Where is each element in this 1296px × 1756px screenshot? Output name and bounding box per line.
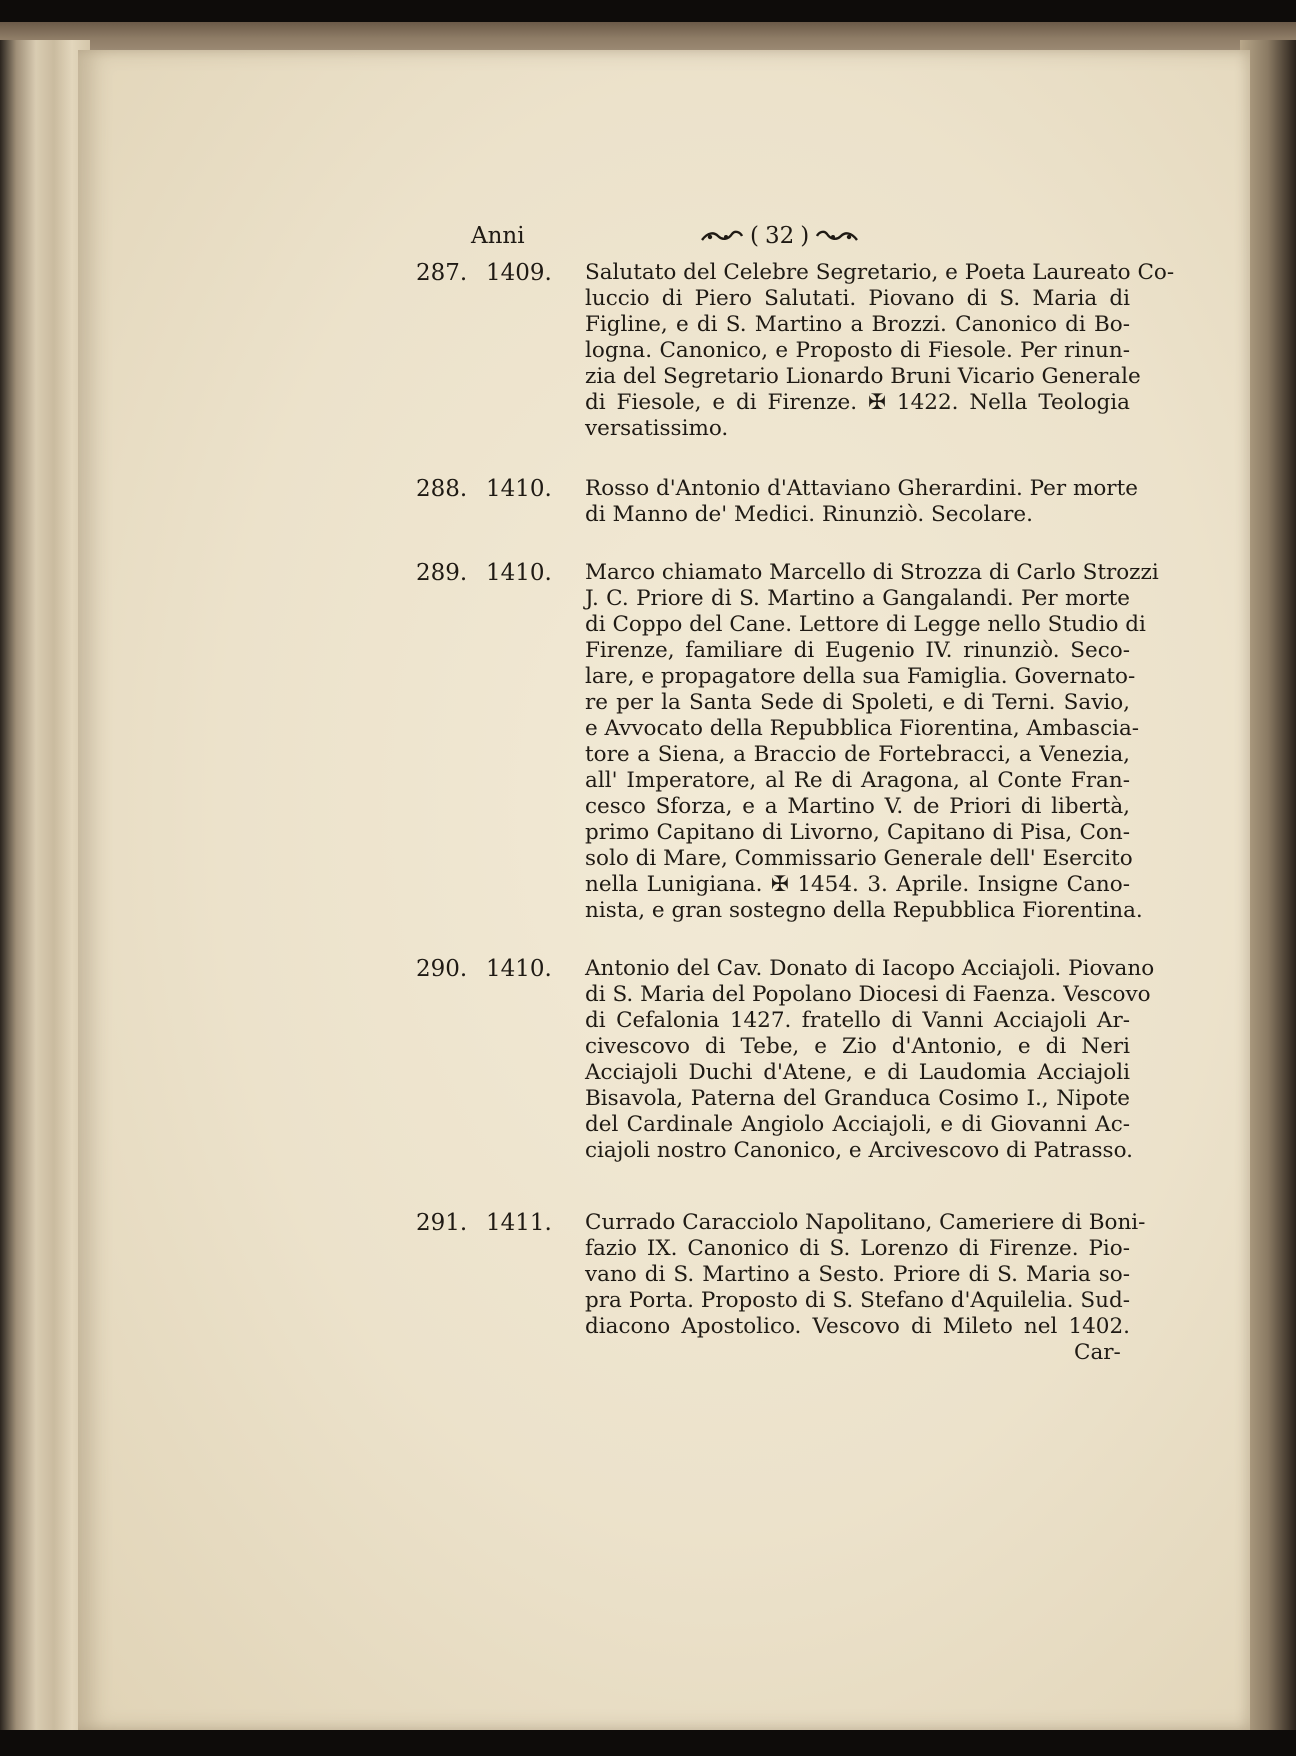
page-number-close: ): [800, 223, 810, 249]
entry-number: 290.: [416, 956, 468, 982]
left-page-edges: [0, 40, 90, 1730]
entry-line: primo Capitano di Livorno, Capitano di Pisa, Con-: [585, 820, 1130, 845]
entry-line: nista, e gran sostegno della Repubblica Fiorentina.: [585, 898, 1143, 923]
entry-year: 1409.: [486, 260, 552, 286]
entry-line: di Coppo del Cane. Lettore di Legge nello Studio di: [585, 612, 1146, 637]
entry-text: [585, 1210, 1146, 1340]
entry-line: lare, e propagatore della sua Famiglia. Governato-: [585, 664, 1136, 689]
entry-line: all' Imperatore, al Re di Aragona, al Conte Fran-: [585, 768, 1130, 793]
entry-line: Antonio del Cav. Donato di Iacopo Acciajoli. Piovano: [585, 956, 1155, 981]
entry-line: zia del Segretario Lionardo Bruni Vicario Generale: [585, 364, 1141, 389]
entry-line: tore a Siena, a Braccio de Fortebracci, a Venezia,: [585, 742, 1130, 767]
entry-line: pra Porta. Proposto di S. Stefano d'Aquilelia. Sud-: [585, 1288, 1130, 1313]
entry-number: 291.: [416, 1210, 468, 1236]
entry-number: 288.: [416, 476, 468, 502]
entry-line: Figline, e di S. Martino a Brozzi. Canonico di Bo-: [585, 312, 1130, 337]
entry-line: Acciajoli Duchi d'Atene, e di Laudomia Acciajoli: [585, 1060, 1130, 1085]
entry-year: 1410.: [486, 956, 552, 982]
left-ornament-icon: [700, 228, 744, 244]
entry-line: ciajoli nostro Canonico, e Arcivescovo di Patrasso.: [585, 1138, 1133, 1163]
entry-text: [585, 476, 1138, 528]
entry-line: di Cefalonia 1427. fratello di Vanni Acciajoli Ar-: [585, 1008, 1130, 1033]
entry-line: Currado Caracciolo Napolitano, Cameriere di Boni-: [585, 1210, 1146, 1235]
entry-line: versatissimo.: [585, 416, 729, 441]
entry-line: vano di S. Martino a Sesto. Priore di S. Maria so-: [585, 1262, 1130, 1287]
entry-line: re per la Santa Sede di Spoleti, e di Terni. Savio,: [585, 690, 1130, 715]
page-number-open: (: [750, 223, 759, 249]
entry-line: Firenze, familiare di Eugenio IV. rinunziò. Seco-: [585, 638, 1130, 663]
entry-line: di Fiesole, e di Firenze. ✠ 1422. Nella Teologia: [585, 390, 1130, 415]
entry-text: [585, 560, 1159, 924]
entry-line: luccio di Piero Salutati. Piovano di S. Maria di: [585, 286, 1130, 311]
entry-text: [585, 956, 1155, 1164]
right-ornament-icon: [815, 228, 859, 244]
entry-line: e Avvocato della Repubblica Fiorentina, Ambascia-: [585, 716, 1140, 741]
page-header: [700, 223, 859, 249]
entry-line: fazio IX. Canonico di S. Lorenzo di Firenze. Pio-: [585, 1236, 1130, 1261]
entry-line: cesco Sforza, e a Martino V. de Priori di libertà,: [585, 794, 1130, 819]
column-heading-anni: Anni: [471, 223, 525, 249]
entry-year: 1410.: [486, 560, 552, 586]
entry-line: civescovo di Tebe, e Zio d'Antonio, e di Neri: [585, 1034, 1130, 1059]
entry-line: Bisavola, Paterna del Granduca Cosimo I., Nipote: [585, 1086, 1130, 1111]
entry-text: [585, 260, 1175, 442]
entry-line: del Cardinale Angiolo Acciajoli, e di Giovanni Ac-: [585, 1112, 1130, 1137]
entry-line: di S. Maria del Popolano Diocesi di Faenza. Vescovo: [585, 982, 1151, 1007]
entry-line: nella Lunigiana. ✠ 1454. 3. Aprile. Insigne Cano-: [585, 872, 1130, 897]
catchword: Car-: [1074, 1340, 1121, 1365]
page-number: 32: [764, 223, 795, 249]
entry-line: Marco chiamato Marcello di Strozza di Carlo Strozzi: [585, 560, 1159, 585]
entry-line: Rosso d'Antonio d'Attaviano Gherardini. Per morte: [585, 476, 1138, 501]
entry-line: solo di Mare, Commissario Generale dell' Esercito: [585, 846, 1133, 871]
entry-line: J. C. Priore di S. Martino a Gangalandi. Per morte: [585, 586, 1130, 611]
entry-number: 287.: [416, 260, 468, 286]
entry-line: logna. Canonico, e Proposto di Fiesole. Per rinun-: [585, 338, 1130, 363]
entry-line: Salutato del Celebre Segretario, e Poeta Laureato Co-: [585, 260, 1175, 285]
entry-line: diacono Apostolico. Vescovo di Mileto nel 1402.: [585, 1314, 1130, 1339]
entry-line: di Manno de' Medici. Rinunziò. Secolare.: [585, 502, 1033, 527]
entry-year: 1411.: [486, 1210, 552, 1236]
entry-year: 1410.: [486, 476, 552, 502]
entry-number: 289.: [416, 560, 468, 586]
